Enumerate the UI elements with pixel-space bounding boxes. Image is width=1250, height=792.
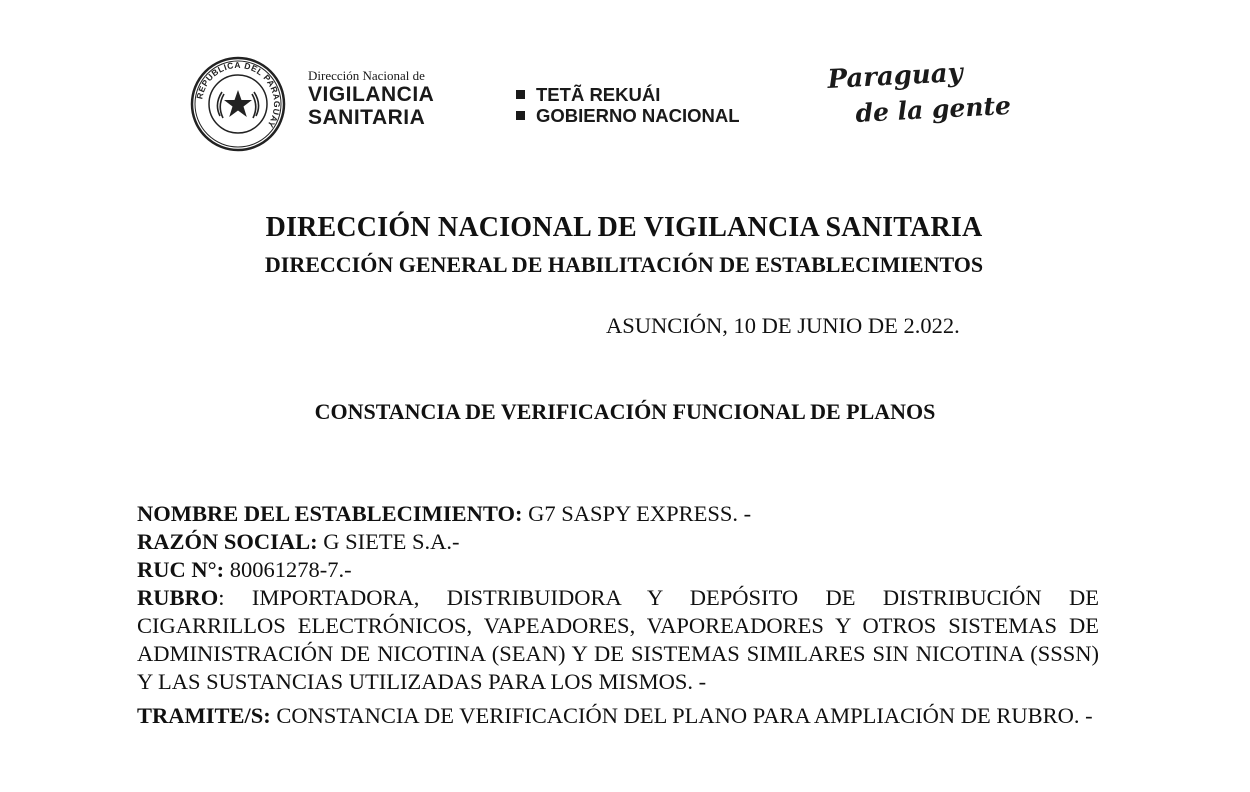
paraguay-de-la-gente-logo xyxy=(826,57,1012,134)
ruc-row xyxy=(137,556,1099,584)
establishment-details xyxy=(137,500,1099,732)
government-logo-text xyxy=(516,84,740,126)
tramite-label: TRAMITE/S: xyxy=(137,703,271,728)
ruc-label: RUC N°: xyxy=(137,557,225,582)
tramite-value: CONSTANCIA DE VERIFICACIÓN DEL PLANO PARA AMPLIACIÓN DE RUBRO. - xyxy=(270,703,1093,728)
national-seal-logo xyxy=(190,56,286,152)
gov-line2: GOBIERNO NACIONAL xyxy=(536,105,740,126)
razon-row xyxy=(137,528,1099,556)
slogan-line2: de la gente xyxy=(854,90,1012,128)
agency-name-line1: VIGILANCIA xyxy=(308,83,435,106)
nombre-row xyxy=(137,500,1099,528)
rubro-row xyxy=(137,584,1099,696)
tramite-row xyxy=(137,699,1099,732)
document-date: ASUNCIÓN, 10 DE JUNIO DE 2.022. xyxy=(606,313,960,338)
nombre-label: NOMBRE DEL ESTABLECIMIENTO: xyxy=(137,501,523,526)
svg-text:REPÚBLICA DEL PARAGUAY: REPÚBLICA DEL PARAGUAY xyxy=(194,59,283,130)
rubro-value: : IMPORTADORA, DISTRIBUIDORA Y DEPÓSITO DE DISTRIBUCIÓN DE CIGARRILLOS ELECTRÓNICOS, VAPEADORES, VAPOREADORES Y OTROS SISTEMAS DE ADMINISTRACIÓN DE NICOTINA (SEAN) Y DE SISTEMAS SIMILARES SIN NICOTINA (SSSN) Y LAS SUSTANCIAS UTILIZADAS PARA LOS MISMOS. - xyxy=(137,585,1099,694)
agency-logo-text xyxy=(308,68,434,129)
agency-small-label: Dirección Nacional de xyxy=(308,68,425,83)
bullet-square-icon xyxy=(516,90,525,99)
bullet-square-icon xyxy=(516,111,525,120)
rubro-label: RUBRO xyxy=(137,585,219,610)
agency-name-line2: SANITARIA xyxy=(308,106,426,129)
gov-line1: TETÃ REKUÁI xyxy=(536,84,661,105)
page-title: DIRECCIÓN NACIONAL DE VIGILANCIA SANITARIA xyxy=(265,212,983,243)
page-subtitle: DIRECCIÓN GENERAL DE HABILITACIÓN DE ESTABLECIMIENTOS xyxy=(264,252,984,277)
nombre-value: G7 SASPY EXPRESS. - xyxy=(522,501,752,526)
slogan-line1: Paraguay xyxy=(826,57,964,95)
razon-value: G SIETE S.A.- xyxy=(317,529,460,554)
razon-label: RAZÓN SOCIAL: xyxy=(137,529,318,554)
document-title: CONSTANCIA DE VERIFICACIÓN FUNCIONAL DE PLANOS xyxy=(314,399,936,424)
ruc-value: 80061278-7.- xyxy=(224,557,352,582)
